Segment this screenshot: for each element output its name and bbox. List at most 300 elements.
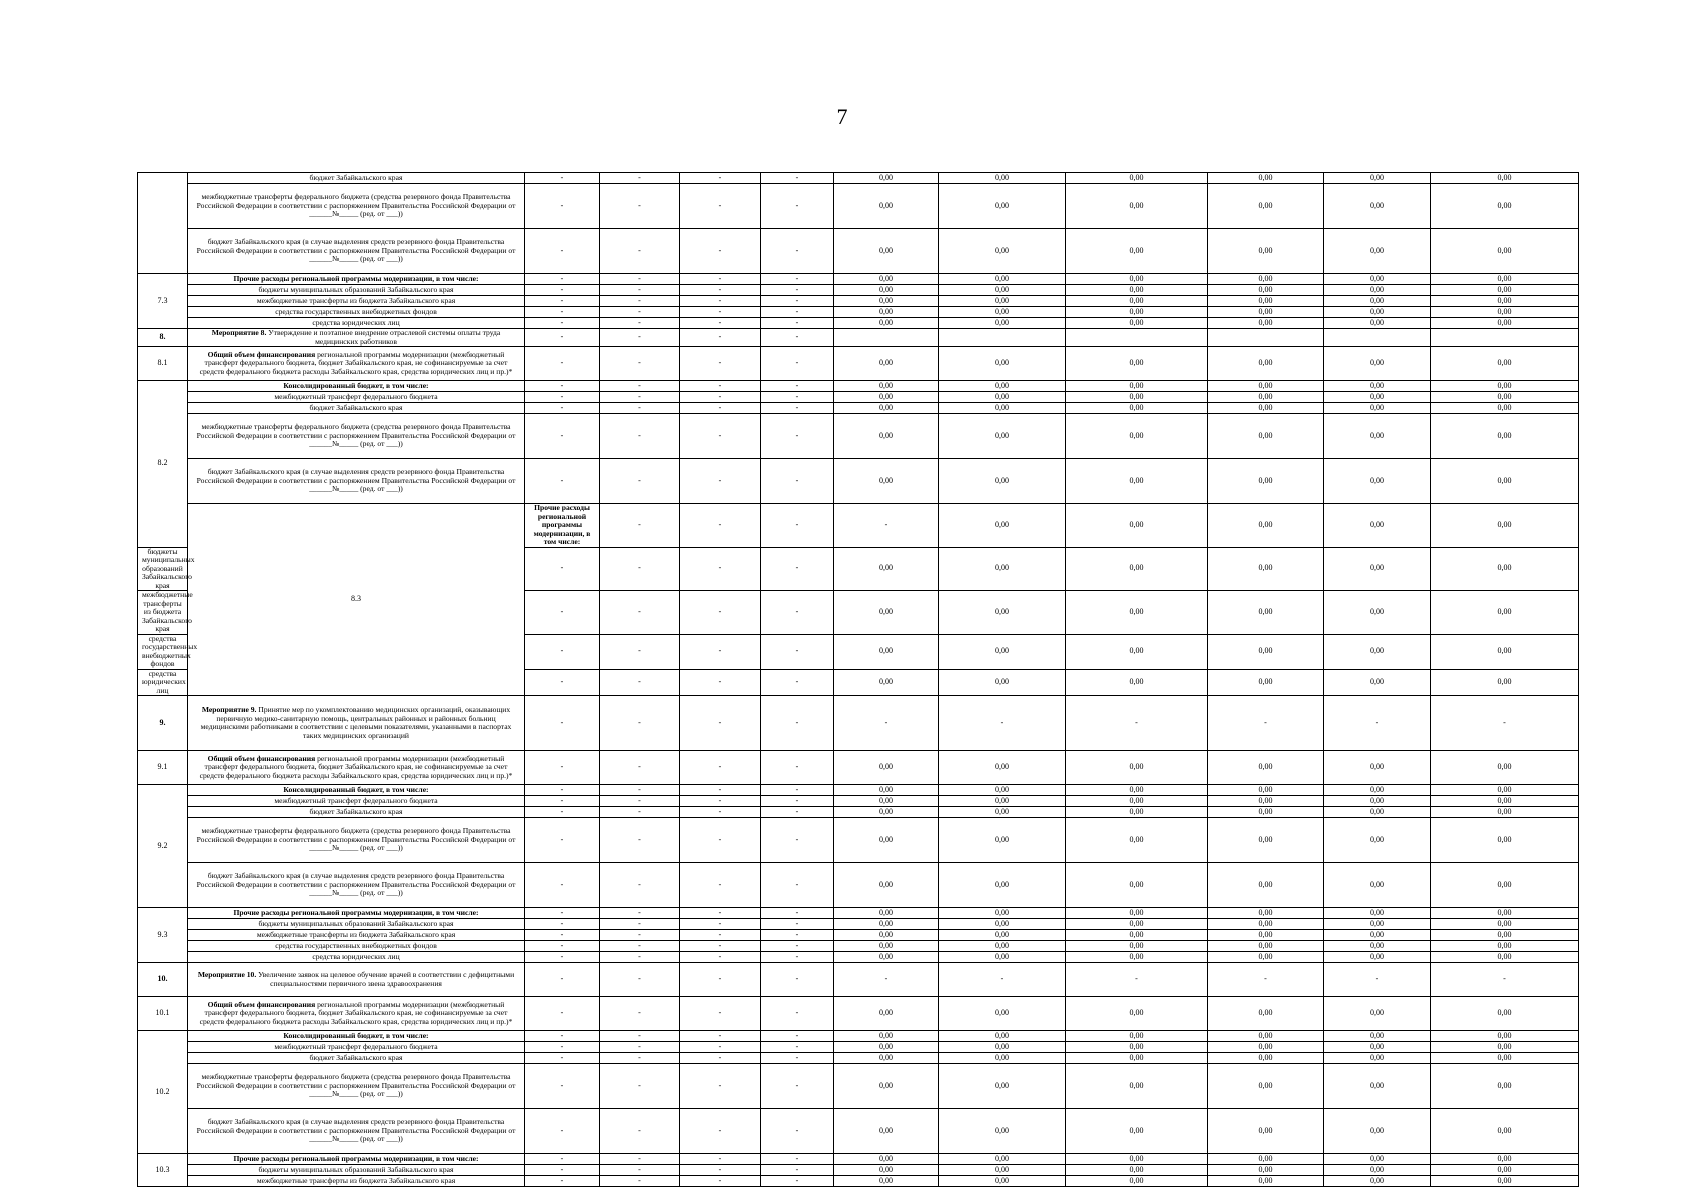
row-description: [188, 392, 525, 403]
value-cell: 0,00: [834, 285, 939, 296]
value-cell: 0,00: [1066, 285, 1208, 296]
row-description: [188, 1064, 525, 1109]
value-cell: 0,00: [1324, 634, 1431, 669]
row-description-text: бюджет Забайкальского края (в случае выделения средств резервного фонда Правительства Российской Федерации в соответствии с распоряжением Правительства Российской Федерации от ______№_____ (ред. от ___)): [196, 237, 516, 264]
value-cell: -: [680, 285, 761, 296]
value-cell: 0,00: [1324, 347, 1431, 381]
value-cell: 0,00: [939, 751, 1066, 785]
row-description-bold: Прочие расходы региональной программы модернизации, в том числе:: [233, 273, 479, 283]
value-cell: [1324, 329, 1431, 347]
value-cell: 0,00: [834, 403, 939, 414]
value-cell: -: [761, 285, 834, 296]
value-cell: -: [600, 504, 680, 548]
row-description-text: бюджет Забайкальского края: [309, 806, 403, 816]
value-cell: 0,00: [1208, 634, 1324, 669]
value-cell: 0,00: [939, 669, 1066, 696]
row-description: [525, 504, 600, 548]
value-cell: 0,00: [939, 307, 1066, 318]
value-cell: -: [680, 1031, 761, 1042]
table-row: [138, 952, 1579, 963]
value-cell: -: [761, 329, 834, 347]
value-cell: -: [680, 459, 761, 504]
table-row: [138, 1031, 1579, 1042]
value-cell: 0,00: [834, 296, 939, 307]
value-cell: -: [600, 274, 680, 285]
value-cell: -: [525, 296, 600, 307]
value-cell: 0,00: [1208, 347, 1324, 381]
row-description-text: бюджет Забайкальского края: [309, 172, 403, 182]
value-cell: 0,00: [1431, 504, 1579, 548]
value-cell: 0,00: [1324, 403, 1431, 414]
value-cell: 0,00: [1324, 1031, 1431, 1042]
value-cell: -: [761, 392, 834, 403]
value-cell: 0,00: [1324, 919, 1431, 930]
table-row: [138, 184, 1579, 229]
value-cell: 0,00: [834, 1176, 939, 1187]
table-row: [138, 997, 1579, 1031]
value-cell: -: [600, 229, 680, 274]
value-cell: -: [761, 818, 834, 863]
value-cell: 0,00: [1208, 818, 1324, 863]
value-cell: 0,00: [834, 381, 939, 392]
value-cell: 0,00: [1324, 807, 1431, 818]
value-cell: -: [525, 751, 600, 785]
value-cell: -: [939, 696, 1066, 751]
value-cell: -: [680, 347, 761, 381]
value-cell: -: [761, 1053, 834, 1064]
row-description-text: бюджет Забайкальского края: [309, 1052, 403, 1062]
value-cell: [1431, 329, 1579, 347]
value-cell: 0,00: [1066, 414, 1208, 459]
value-cell: -: [761, 796, 834, 807]
value-cell: 0,00: [1324, 414, 1431, 459]
value-cell: 0,00: [939, 1165, 1066, 1176]
value-cell: -: [525, 1042, 600, 1053]
value-cell: 0,00: [939, 1109, 1066, 1154]
row-description-text: межбюджетный трансферт федерального бюджета: [274, 1041, 438, 1051]
value-cell: -: [600, 919, 680, 930]
value-cell: -: [761, 919, 834, 930]
value-cell: 0,00: [1208, 318, 1324, 329]
row-description-bold: Консолидированный бюджет, в том числе:: [283, 380, 429, 390]
value-cell: 0,00: [1066, 1064, 1208, 1109]
value-cell: 0,00: [1208, 785, 1324, 796]
value-cell: 0,00: [1431, 1053, 1579, 1064]
value-cell: 0,00: [834, 459, 939, 504]
value-cell: -: [761, 318, 834, 329]
value-cell: 0,00: [939, 547, 1066, 591]
value-cell: -: [761, 296, 834, 307]
value-cell: 0,00: [1208, 1031, 1324, 1042]
value-cell: -: [761, 381, 834, 392]
value-cell: -: [525, 997, 600, 1031]
value-cell: -: [761, 908, 834, 919]
value-cell: -: [1431, 963, 1579, 997]
value-cell: -: [761, 1154, 834, 1165]
table-row: [138, 347, 1579, 381]
value-cell: 0,00: [939, 1042, 1066, 1053]
table-row: [138, 229, 1579, 274]
value-cell: -: [761, 403, 834, 414]
value-cell: -: [525, 1064, 600, 1109]
row-code: 7.3: [138, 274, 188, 329]
row-description: [188, 997, 525, 1031]
value-cell: 0,00: [1431, 318, 1579, 329]
value-cell: -: [761, 414, 834, 459]
row-description-text: межбюджетные трансферты федерального бюджета (средства резервного фонда Правительства Российской Федерации в соответствии с распоряжением Правительства Российской Федерации от ______№_____ (ред. от ___)): [196, 826, 516, 853]
table-row: [138, 863, 1579, 908]
table-row: [138, 1154, 1579, 1165]
value-cell: 0,00: [834, 997, 939, 1031]
value-cell: -: [761, 669, 834, 696]
value-cell: 0,00: [939, 930, 1066, 941]
value-cell: -: [680, 392, 761, 403]
value-cell: [939, 329, 1066, 347]
value-cell: 0,00: [1431, 392, 1579, 403]
value-cell: 0,00: [1431, 414, 1579, 459]
value-cell: -: [680, 173, 761, 184]
row-description: [188, 307, 525, 318]
value-cell: 0,00: [939, 318, 1066, 329]
value-cell: 0,00: [1208, 307, 1324, 318]
table-row: [138, 919, 1579, 930]
value-cell: -: [600, 307, 680, 318]
value-cell: 0,00: [1431, 952, 1579, 963]
value-cell: 0,00: [1208, 807, 1324, 818]
value-cell: -: [761, 229, 834, 274]
value-cell: 0,00: [1208, 1053, 1324, 1064]
value-cell: 0,00: [834, 751, 939, 785]
value-cell: 0,00: [1066, 547, 1208, 591]
value-cell: -: [525, 347, 600, 381]
value-cell: 0,00: [1208, 591, 1324, 635]
value-cell: 0,00: [834, 1064, 939, 1109]
table-row: [138, 908, 1579, 919]
row-code: 8.3: [188, 504, 525, 696]
value-cell: 0,00: [1208, 1165, 1324, 1176]
value-cell: 0,00: [1066, 751, 1208, 785]
value-cell: 0,00: [1324, 591, 1431, 635]
value-cell: 0,00: [1066, 504, 1208, 548]
row-description: [188, 1042, 525, 1053]
value-cell: 0,00: [834, 347, 939, 381]
value-cell: -: [680, 403, 761, 414]
value-cell: -: [761, 347, 834, 381]
value-cell: 0,00: [1431, 381, 1579, 392]
table-row: [138, 1053, 1579, 1064]
value-cell: -: [525, 403, 600, 414]
value-cell: 0,00: [1208, 459, 1324, 504]
row-description: [188, 818, 525, 863]
value-cell: 0,00: [1324, 173, 1431, 184]
row-description-bold: Прочие расходы региональной программы модернизации, в том числе:: [533, 503, 591, 546]
row-description: [138, 590, 193, 635]
value-cell: 0,00: [1066, 941, 1208, 952]
value-cell: 0,00: [939, 952, 1066, 963]
value-cell: 0,00: [834, 634, 939, 669]
row-description: [188, 329, 525, 347]
value-cell: 0,00: [834, 1053, 939, 1064]
row-description-text: средства юридических лиц: [312, 317, 400, 327]
value-cell: 0,00: [1066, 173, 1208, 184]
value-cell: 0,00: [939, 785, 1066, 796]
value-cell: -: [600, 184, 680, 229]
value-cell: -: [761, 1042, 834, 1053]
value-cell: -: [680, 1042, 761, 1053]
row-description: [138, 633, 198, 669]
value-cell: 0,00: [1431, 307, 1579, 318]
value-cell: -: [525, 785, 600, 796]
value-cell: -: [525, 796, 600, 807]
value-cell: -: [600, 285, 680, 296]
value-cell: -: [834, 504, 939, 548]
row-code: 9.1: [138, 751, 188, 785]
page-number: 7: [836, 104, 848, 129]
table-row: [138, 329, 1579, 347]
value-cell: 0,00: [1208, 229, 1324, 274]
value-cell: -: [525, 807, 600, 818]
value-cell: -: [680, 414, 761, 459]
value-cell: 0,00: [1208, 173, 1324, 184]
value-cell: 0,00: [834, 1165, 939, 1176]
value-cell: 0,00: [1208, 403, 1324, 414]
value-cell: -: [600, 1042, 680, 1053]
value-cell: -: [680, 696, 761, 751]
value-cell: 0,00: [834, 952, 939, 963]
value-cell: -: [600, 634, 680, 669]
value-cell: -: [600, 930, 680, 941]
table-row: [138, 403, 1579, 414]
value-cell: -: [525, 930, 600, 941]
row-description-text: бюджеты муниципальных образований Забайкальского края: [258, 1164, 454, 1174]
row-description: [188, 296, 525, 307]
value-cell: 0,00: [939, 504, 1066, 548]
value-cell: -: [600, 1154, 680, 1165]
value-cell: -: [525, 1109, 600, 1154]
value-cell: 0,00: [1066, 381, 1208, 392]
value-cell: -: [525, 318, 600, 329]
value-cell: 0,00: [1431, 229, 1579, 274]
value-cell: 0,00: [1066, 307, 1208, 318]
value-cell: 0,00: [1208, 997, 1324, 1031]
row-description-bold: Мероприятие 8.: [211, 328, 267, 337]
value-cell: 0,00: [939, 347, 1066, 381]
value-cell: 0,00: [834, 547, 939, 591]
row-code: 8.2: [138, 381, 188, 548]
table-row: [138, 796, 1579, 807]
value-cell: -: [680, 1165, 761, 1176]
value-cell: -: [761, 1064, 834, 1109]
value-cell: 0,00: [1208, 392, 1324, 403]
row-description: [188, 414, 525, 459]
value-cell: 0,00: [834, 1109, 939, 1154]
value-cell: -: [680, 785, 761, 796]
value-cell: -: [600, 381, 680, 392]
value-cell: -: [525, 307, 600, 318]
value-cell: -: [680, 634, 761, 669]
value-cell: -: [525, 547, 600, 591]
row-description-text: бюджеты муниципальных образований Забайкальского края: [142, 546, 195, 590]
value-cell: -: [761, 634, 834, 669]
value-cell: 0,00: [1066, 403, 1208, 414]
value-cell: -: [600, 459, 680, 504]
row-description: [188, 930, 525, 941]
value-cell: 0,00: [834, 414, 939, 459]
value-cell: 0,00: [939, 997, 1066, 1031]
value-cell: 0,00: [1208, 669, 1324, 696]
value-cell: 0,00: [939, 184, 1066, 229]
row-description: [188, 184, 525, 229]
value-cell: -: [761, 274, 834, 285]
value-cell: 0,00: [939, 1176, 1066, 1187]
row-description: [188, 381, 525, 392]
value-cell: 0,00: [939, 392, 1066, 403]
value-cell: 0,00: [1431, 669, 1579, 696]
value-cell: -: [761, 459, 834, 504]
value-cell: 0,00: [1324, 1109, 1431, 1154]
value-cell: 0,00: [1066, 807, 1208, 818]
row-description: [188, 696, 525, 751]
value-cell: 0,00: [1431, 941, 1579, 952]
value-cell: -: [525, 229, 600, 274]
value-cell: 0,00: [834, 173, 939, 184]
value-cell: 0,00: [1431, 930, 1579, 941]
value-cell: -: [600, 818, 680, 863]
row-description: [188, 318, 525, 329]
value-cell: [1208, 329, 1324, 347]
value-cell: 0,00: [1431, 1042, 1579, 1053]
row-description-text: межбюджетные трансферты из бюджета Забайкальского края: [256, 929, 456, 939]
value-cell: -: [761, 807, 834, 818]
value-cell: 0,00: [834, 274, 939, 285]
value-cell: -: [600, 1053, 680, 1064]
row-description-bold: Консолидированный бюджет, в том числе:: [283, 1030, 429, 1040]
value-cell: 0,00: [1208, 796, 1324, 807]
value-cell: -: [761, 547, 834, 591]
value-cell: 0,00: [1066, 908, 1208, 919]
row-description: [188, 459, 525, 504]
value-cell: -: [680, 997, 761, 1031]
row-description-text: межбюджетные трансферты из бюджета Забайкальского края: [256, 1175, 456, 1185]
value-cell: [1066, 329, 1208, 347]
value-cell: -: [600, 414, 680, 459]
value-cell: 0,00: [939, 173, 1066, 184]
value-cell: 0,00: [1066, 229, 1208, 274]
value-cell: 0,00: [1208, 381, 1324, 392]
row-description-bold: Общий объем финансирования: [207, 349, 316, 359]
row-description-text: средства государственных внебюджетных фондов: [142, 633, 198, 668]
value-cell: 0,00: [1324, 547, 1431, 591]
value-cell: -: [525, 963, 600, 997]
value-cell: -: [525, 919, 600, 930]
value-cell: 0,00: [1324, 1154, 1431, 1165]
value-cell: 0,00: [1066, 634, 1208, 669]
value-cell: -: [761, 1165, 834, 1176]
value-cell: -: [680, 381, 761, 392]
value-cell: -: [525, 1154, 600, 1165]
value-cell: -: [680, 1109, 761, 1154]
value-cell: -: [680, 818, 761, 863]
value-cell: -: [761, 1109, 834, 1154]
row-description-text: региональной программы модернизации (межбюджетный трансферт федерального бюджета, бюджет Забайкальского края, не софинансируемые за счет средств федерального бюджета расходы Забайкальского края, средства юридических лиц и пр.)*: [199, 349, 513, 376]
value-cell: -: [680, 751, 761, 785]
value-cell: 0,00: [939, 807, 1066, 818]
value-cell: 0,00: [1324, 818, 1431, 863]
value-cell: -: [1066, 963, 1208, 997]
value-cell: 0,00: [1324, 307, 1431, 318]
value-cell: 0,00: [1324, 318, 1431, 329]
value-cell: 0,00: [939, 1154, 1066, 1165]
value-cell: -: [525, 669, 600, 696]
value-cell: 0,00: [1066, 296, 1208, 307]
value-cell: -: [680, 274, 761, 285]
table-row: [138, 381, 1579, 392]
row-description-text: межбюджетные трансферты из бюджета Забайкальского края: [142, 590, 193, 633]
value-cell: 0,00: [834, 591, 939, 635]
value-cell: -: [525, 818, 600, 863]
value-cell: -: [761, 785, 834, 796]
value-cell: -: [680, 504, 761, 548]
value-cell: 0,00: [1208, 414, 1324, 459]
value-cell: 0,00: [1431, 751, 1579, 785]
value-cell: 0,00: [1208, 504, 1324, 548]
table-row: [138, 963, 1579, 997]
value-cell: 0,00: [1324, 908, 1431, 919]
row-description: [188, 963, 525, 997]
value-cell: -: [761, 963, 834, 997]
table-row: [138, 285, 1579, 296]
value-cell: 0,00: [1431, 785, 1579, 796]
value-cell: 0,00: [834, 1154, 939, 1165]
row-description: [188, 863, 525, 908]
table-row: [138, 414, 1579, 459]
row-description-text: бюджет Забайкальского края (в случае выделения средств резервного фонда Правительства Российской Федерации в соответствии с распоряжением Правительства Российской Федерации от ______№_____ (ред. от ___)): [196, 467, 516, 494]
value-cell: -: [600, 1165, 680, 1176]
table-row: [138, 930, 1579, 941]
row-description: [188, 751, 525, 785]
value-cell: 0,00: [1431, 1165, 1579, 1176]
value-cell: 0,00: [1431, 1064, 1579, 1109]
table-row: [138, 459, 1579, 504]
row-code: 9.2: [138, 785, 188, 908]
value-cell: 0,00: [1324, 796, 1431, 807]
value-cell: -: [525, 274, 600, 285]
value-cell: -: [680, 941, 761, 952]
value-cell: 0,00: [939, 285, 1066, 296]
row-description-text: Принятие мер по укомплектованию медицинских организаций, оказывающих первичную медико-санитарную помощь, центральных районных и районных больниц медицинскими работниками в соответствии с целевыми показателями, указанными в паспортах таких медицинских организаций: [200, 705, 512, 740]
value-cell: 0,00: [1431, 296, 1579, 307]
value-cell: 0,00: [1066, 796, 1208, 807]
value-cell: -: [680, 1176, 761, 1187]
value-cell: -: [680, 952, 761, 963]
value-cell: -: [680, 229, 761, 274]
value-cell: -: [525, 392, 600, 403]
value-cell: -: [1431, 696, 1579, 751]
value-cell: 0,00: [939, 229, 1066, 274]
value-cell: -: [1208, 696, 1324, 751]
value-cell: 0,00: [1208, 1154, 1324, 1165]
value-cell: -: [761, 696, 834, 751]
value-cell: -: [680, 329, 761, 347]
row-description-text: региональной программы модернизации (межбюджетный трансферт федерального бюджета, бюджет Забайкальского края, не софинансируемые за счет средств федерального бюджета расходы Забайкальского края, средства юридических лиц и пр.)*: [199, 999, 513, 1026]
value-cell: -: [600, 863, 680, 908]
value-cell: 0,00: [1324, 229, 1431, 274]
value-cell: -: [525, 1053, 600, 1064]
value-cell: 0,00: [1208, 908, 1324, 919]
value-cell: 0,00: [1066, 863, 1208, 908]
value-cell: 0,00: [1324, 1165, 1431, 1176]
value-cell: -: [600, 1064, 680, 1109]
